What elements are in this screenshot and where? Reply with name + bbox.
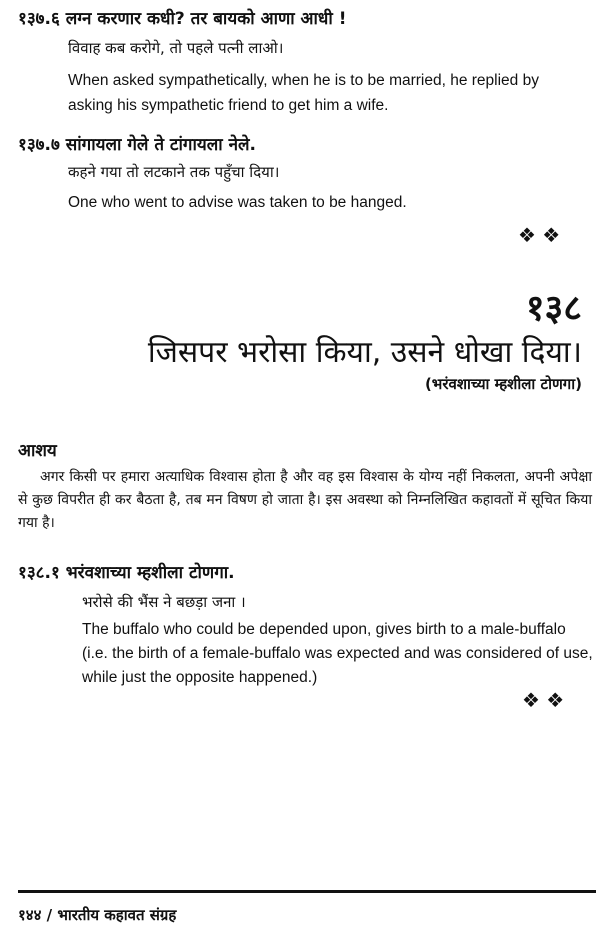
hindi-translation: भरोसे की भैंस ने बछड़ा जना । xyxy=(82,593,246,611)
chapter-number: १३८ xyxy=(525,288,582,329)
chapter-title: जिसपर भरोसा किया, उसने धोखा दिया। xyxy=(147,335,582,370)
page-footer: १४४ / भारतीय कहावत संग्रह xyxy=(18,906,177,924)
english-translation: When asked sympathetically, when he is to be married, he replied by asking his sympathetic friend to get him a wife. xyxy=(68,72,539,114)
footer-rule xyxy=(18,890,596,893)
hindi-translation: विवाह कब करोगे, तो पहले पत्नी लाओ। xyxy=(68,39,284,57)
ornament-divider: ❖ ❖ xyxy=(518,223,561,247)
hindi-translation: कहने गया तो लटकाने तक पहुँचा दिया। xyxy=(68,163,280,181)
proverb-heading: १३८.१ भरंवशाच्या म्हशीला टोणगा. xyxy=(18,563,235,583)
proverb-heading: १३७.६ लग्न करणार कधी? तर बायको आणा आधी ! xyxy=(18,9,347,29)
english-translation: The buffalo who could be depended upon, gives birth to a male-buffalo (i.e. the birth of a female-buffalo was expected and was considered of use, while just the opposite happened.) xyxy=(82,621,593,686)
meaning-paragraph: अगर किसी पर हमारा अत्याधिक विश्वास होता है और वह इस विश्वास के योग्य नहीं निकलता, अपनी अपेक्षा से कुछ विपरीत ही कर बैठता है, तब मन विषण हो जाता है। इस अवस्था को निम्नलिखित कहावतों में सूचित किया गया है। xyxy=(18,469,592,531)
english-translation: One who went to advise was taken to be hanged. xyxy=(68,194,407,211)
meaning-heading: आशय xyxy=(18,441,57,461)
ornament-divider: ❖ ❖ xyxy=(522,688,565,712)
proverb-heading: १३७.७ सांगायला गेले ते टांगायला नेले. xyxy=(18,135,257,155)
chapter-source-proverb: (भरंवशाच्या म्हशीला टोणगा) xyxy=(424,375,582,393)
